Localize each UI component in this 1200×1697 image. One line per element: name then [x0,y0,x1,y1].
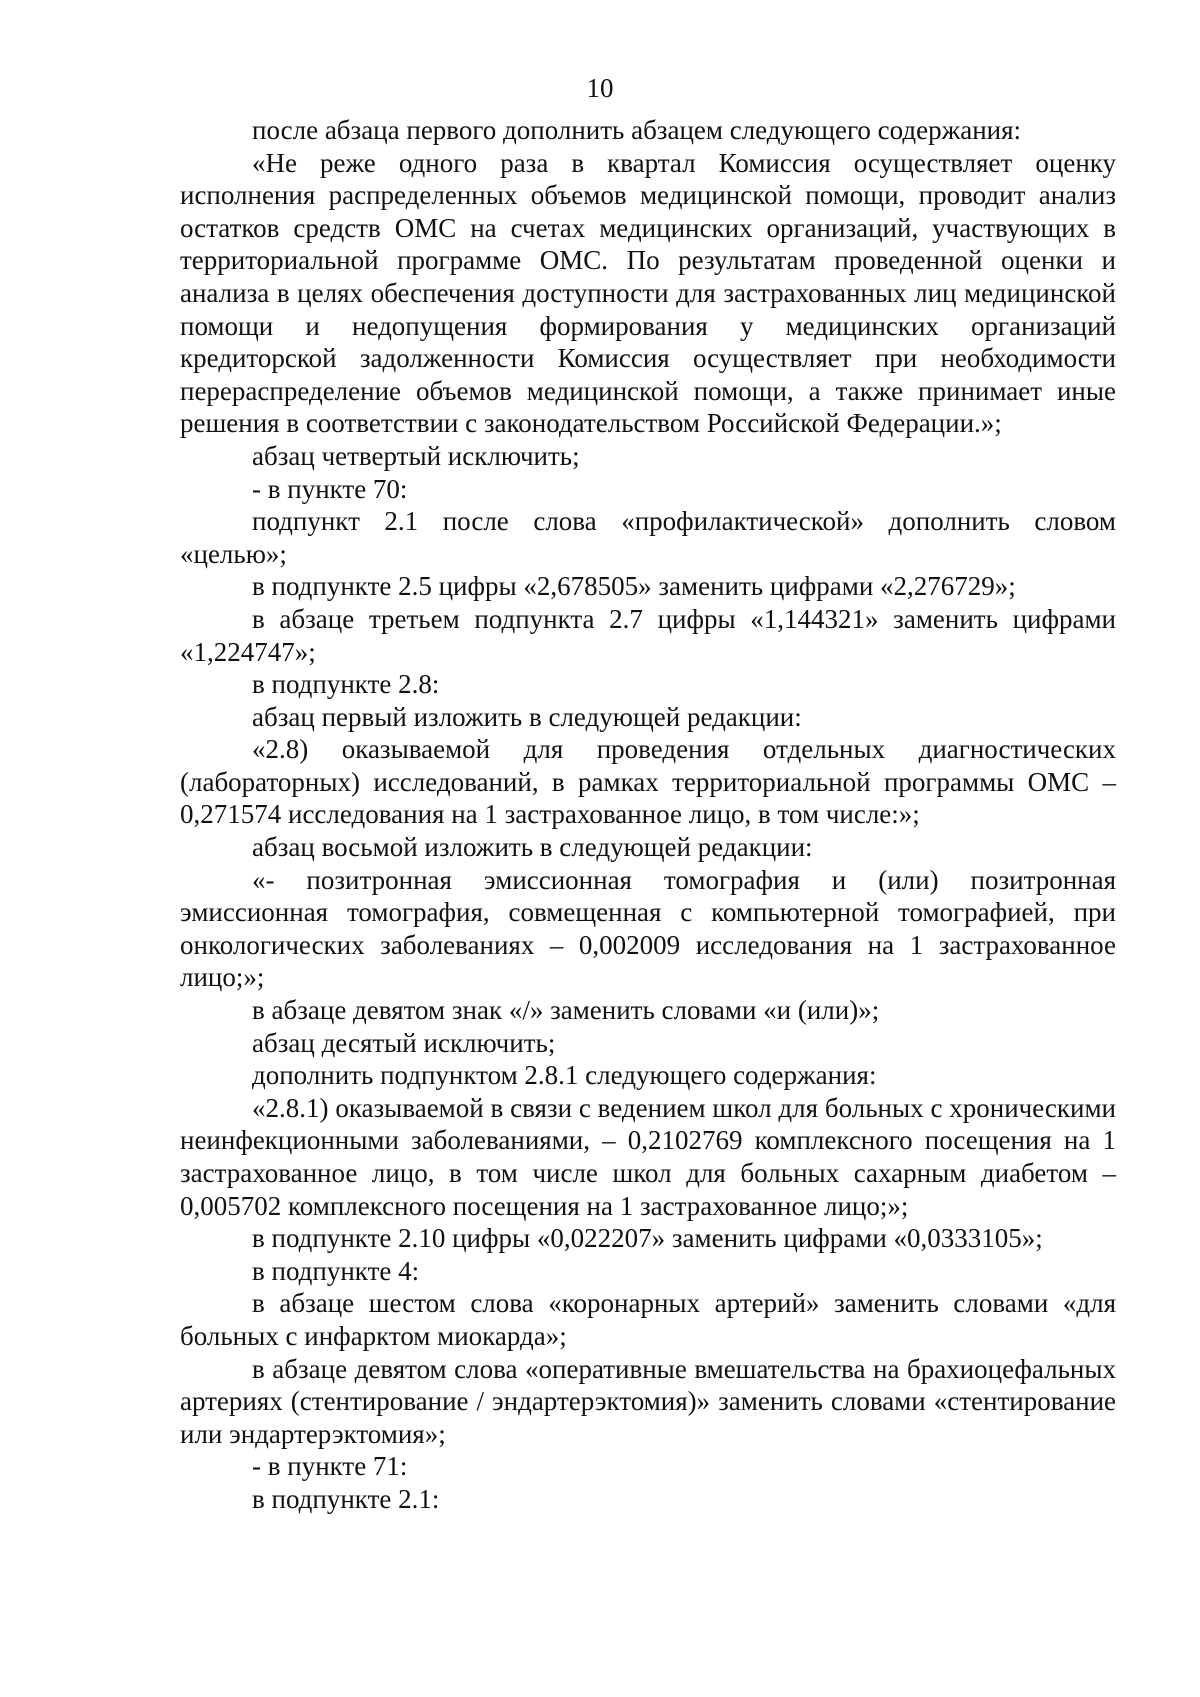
paragraph-22: в подпункте 2.1: [252,1483,440,1514]
page-number: 10 [586,73,614,103]
paragraph-4: - в пункте 70: [252,473,408,504]
paragraph-16: «2.8.1) оказываемой в связи с ведением школ для больных с хроническими неинфекционными заболеваниями, – 0,2102769 комплексного посещения на 1 застрахованное лицо, в том числе школ для больных сахарным диабетом – 0,005702 комплексного посещения на 1 застрахованное лицо;»; [180,1092,1116,1221]
paragraph-10: «2.8) оказываемой для проведения отдельных диагностических (лабораторных) исследований, в рамках территориальной программы ОМС – 0,271574 исследования на 1 застрахованное лицо, в том числе:»; [180,734,1116,830]
paragraph-19: в абзаце шестом слова «коронарных артерий» заменить словами «для больных с инфарктом миокарда»; [180,1288,1116,1351]
paragraph-3: абзац четвертый исключить; [252,440,580,471]
paragraph-13: в абзаце девятом знак «/» заменить словами «и (или)»; [252,995,880,1026]
paragraph-7: в абзаце третьем подпункта 2.7 цифры «1,144321» заменить цифрами «1,224747»; [180,603,1116,667]
paragraph-15: дополнить подпунктом 2.8.1 следующего содержания: [252,1060,877,1091]
paragraph-2: «Не реже одного раза в квартал Комиссия осуществляет оценку исполнения распределенных объемов медицинской помощи, проводит анализ остатков средств ОМС на счетах медицинских организаций, участвующих в территориальной программе ОМС. По результатам проведенной оценки и анализа в целях обеспечения доступности для застрахованных лиц медицинской помощи и недопущения формирования у медицинских организаций кредиторской задолженности Комиссия осуществляет при необходимости перераспределение объемов медицинской помощи, а также принимает иные решения в соответствии с законодательством Российской Федерации.»; [180,147,1116,439]
paragraph-5: подпункт 2.1 после слова «профилактической» дополнить словом «целью»; [180,506,1116,569]
paragraph-14: абзац десятый исключить; [252,1027,556,1058]
paragraph-1: после абзаца первого дополнить абзацем следующего содержания: [252,115,1022,145]
paragraph-12: «- позитронная эмиссионная томография и (или) позитронная эмиссионная томография, совмещенная с компьютерной томографией, при онкологических заболеваниях – 0,002009 исследования на 1 застрахованное лицо;»; [180,864,1116,993]
paragraph-17: в подпункте 2.10 цифры «0,022207» заменить цифрами «0,0333105»; [252,1223,1043,1254]
document-body [180,114,1116,1516]
paragraph-18: в подпункте 4: [252,1255,420,1286]
paragraph-8: в подпункте 2.8: [252,669,440,700]
paragraph-6: в подпункте 2.5 цифры «2,678505» заменить цифрами «2,276729»; [252,571,1016,602]
paragraph-11: абзац восьмой изложить в следующей редакции: [252,832,813,863]
paragraph-21: - в пункте 71: [252,1451,408,1482]
paragraph-20: в абзаце девятом слова «оперативные вмешательства на брахиоцефальных артериях (стентирование / эндартерэктомия)» заменить словами «стентирование или эндартерэктомия»; [180,1353,1116,1449]
paragraph-9: абзац первый изложить в следующей редакции: [252,701,802,732]
